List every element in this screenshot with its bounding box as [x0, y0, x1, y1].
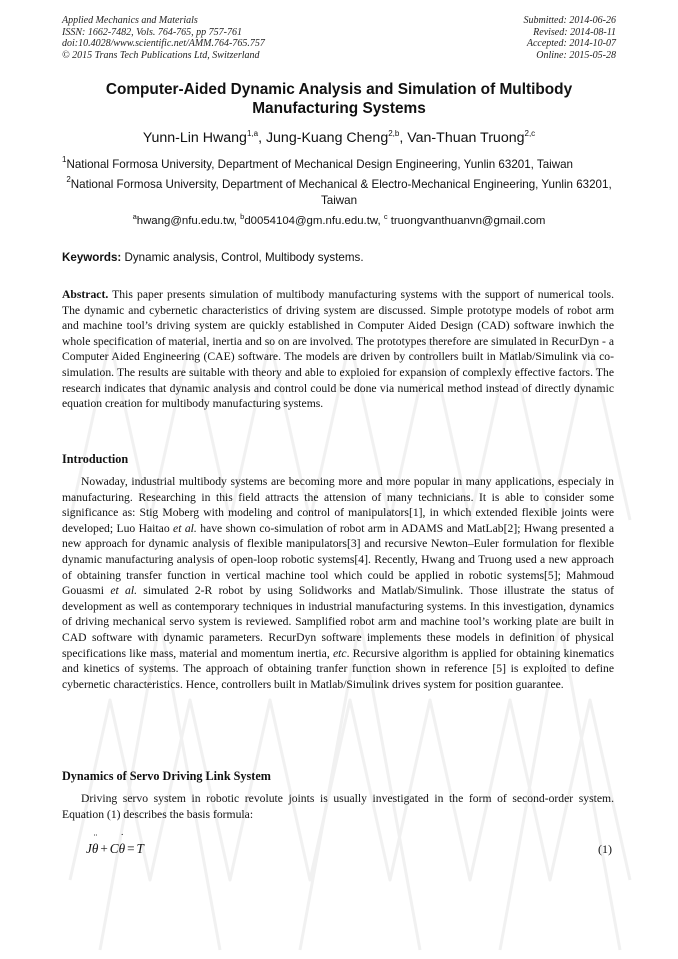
title-line: Computer-Aided Dynamic Analysis and Simulation of Multibody: [105, 81, 573, 98]
author-list: [62, 130, 616, 146]
journal-name: Applied Mechanics and Materials: [62, 15, 198, 26]
affiliation-2: [62, 177, 616, 208]
issn-line: ISSN: 1662-7482, Vols. 764-765, pp 757-761: [62, 26, 242, 38]
affiliation-number: 2: [66, 175, 71, 184]
intro-italic: et al.: [110, 584, 137, 598]
equation-number: (1): [598, 842, 612, 856]
journal-header-right: [524, 15, 617, 61]
email-address[interactable]: truongvanthuanvn@gmail.com: [387, 215, 546, 227]
eq-theta-dot: [118, 832, 126, 857]
author-separator: ,: [258, 130, 266, 146]
email-mark: b: [240, 212, 245, 221]
section-heading-introduction: Introduction: [62, 452, 129, 466]
intro-text: . Recursive algorithm is applied for obtaining kinematics and kinetics of systems. The approach of obtaining tranfer function shown in reference [5] is exploited to define cybernetic characteristics. Hence, controllers built in Matlab/Simulink drives system for position guarantee.: [62, 646, 614, 691]
online-date: Online: 2015-05-28: [536, 49, 616, 61]
title-line: Manufacturing Systems: [252, 100, 426, 117]
eq-plus: +: [100, 841, 108, 856]
submitted-date: Submitted: 2014-06-26: [523, 15, 616, 26]
abstract-label: Abstract.: [62, 288, 109, 301]
author-name: Van-Thuan Truong: [407, 130, 525, 146]
eq-equals: =: [127, 841, 135, 856]
accepted-date: Accepted: 2014-10-07: [526, 38, 616, 50]
email-address[interactable]: d0054104@gm.nfu.edu.tw,: [244, 215, 384, 227]
intro-text: simulated 2-R robot by using Solidworks and Matlab/Simulink. Those illustrate the status of development as well as contemporary techniques in industrial manufacturing systems. In this investigation, dynamics of driving mechanical servo system is reviewed. Samplified robot arm and machine tool’s working plate are built in CAD software with dynamic parameters. RecurDyn software implements these models in definition of physical specifications like mass, material and momentum inertia,: [62, 584, 615, 660]
eq-symbol-T: T: [136, 841, 144, 856]
eq-dot-mark: ˙: [120, 832, 125, 844]
eq-ddot-mark: ¨: [93, 832, 98, 844]
journal-header-left: [62, 15, 265, 61]
author-separator: ,: [399, 130, 408, 146]
copyright-line: © 2015 Trans Tech Publications Ltd, Switzerland: [62, 49, 260, 61]
eq-symbol-theta: θ: [118, 841, 126, 856]
revised-date: Revised: 2014-08-11: [533, 26, 616, 38]
affiliation-text: National Formosa University, Department of Mechanical & Electro-Mechanical Engineering, Yunlin 63201, Taiwan: [70, 178, 612, 207]
introduction-paragraph: [62, 474, 614, 692]
email-mark: c: [383, 212, 388, 221]
author-emails: [62, 214, 616, 229]
paper-title: [62, 80, 616, 118]
affiliation-text: National Formosa University, Department of Mechanical Design Engineering, Yunlin 63201, Taiwan: [66, 158, 573, 171]
author-affiliation-mark: 2,c: [524, 129, 536, 138]
abstract-text: This paper presents simulation of multibody manufacturing systems with the support of numerical tools. The dynamic and cybernetic characteristics of driving system are discussed. Simple prototype models of robot arm and machine tool’s driving system are quickly established in Computer Aided Design (CAD) software inwhich the whole specification of material, inertia and so on are involved. The prototypes therefore are simulated in RecurDyn - a Computer Aided Engineering (CAE) software. The models are driven by controllers built in Matlab/Simulink via co-simulation. The results are suitable with theory and able to exploied for expansion of complexly effective factors. The research indicates that dynamic analysis and control could be done via numerical method instead of directly dynamic equation creation for multibody manufacturing systems.: [62, 288, 614, 411]
email-address[interactable]: hwang@nfu.edu.tw,: [136, 215, 241, 227]
affiliation-1: [62, 157, 616, 172]
author-name: Yunn-Lin Hwang: [142, 130, 247, 146]
affiliation-number: 1: [62, 155, 67, 164]
abstract: [62, 287, 614, 412]
servo-paragraph: Driving servo system in robotic revolute joints is usually investigated in the form of second-order system. Equation (1) describes the basis formula:: [62, 792, 614, 821]
intro-text: Nowaday, industrial multibody systems are becoming more and more popular in many applications, especialy in manufacturing. Researching in this field attracts the attension of many technicians. It is able to consider some significance as: Stig Moberg with modeling and control of manipulators[1], in which extended flexible joints were developed; Luo Haitao: [62, 475, 614, 535]
author-affiliation-mark: 2,b: [388, 129, 400, 138]
intro-text: have shown co-simulation of robot arm in ADAMS and MatLab[2]; Hwang presented a new approach for dynamic analysis of flexible manipulators[3] and recursive Newton–Euler formulation for flexible dynamic manufacturing analysis of open-loop robotic systems[4]. Recently, Hwang and Truong used a new approach of obtaining transfer function in vertical machine tool which could be applied in robotic systems[5]; Mahmoud Gouasmi: [62, 521, 614, 598]
author-affiliation-mark: 1,a: [246, 129, 259, 138]
equation-1: [86, 832, 144, 857]
keywords: [62, 250, 616, 265]
eq-symbol-J: J: [86, 841, 92, 856]
eq-theta-double-dot: [91, 832, 99, 857]
keywords-text: Dynamic analysis, Control, Multibody systems.: [121, 251, 364, 264]
eq-symbol-theta: θ: [91, 841, 99, 856]
eq-symbol-C: C: [109, 841, 119, 856]
author-name: Jung-Kuang Cheng: [265, 130, 389, 146]
intro-italic: etc: [332, 646, 347, 660]
watermark-stroke: [70, 700, 630, 880]
email-mark: a: [132, 212, 137, 221]
keywords-label: Keywords:: [62, 251, 122, 264]
section-heading-servo-dynamics: Dynamics of Servo Driving Link System: [62, 769, 271, 783]
intro-italic: et al.: [173, 521, 197, 535]
doi-line: doi:10.4028/www.scientific.net/AMM.764-765.757: [62, 38, 265, 50]
